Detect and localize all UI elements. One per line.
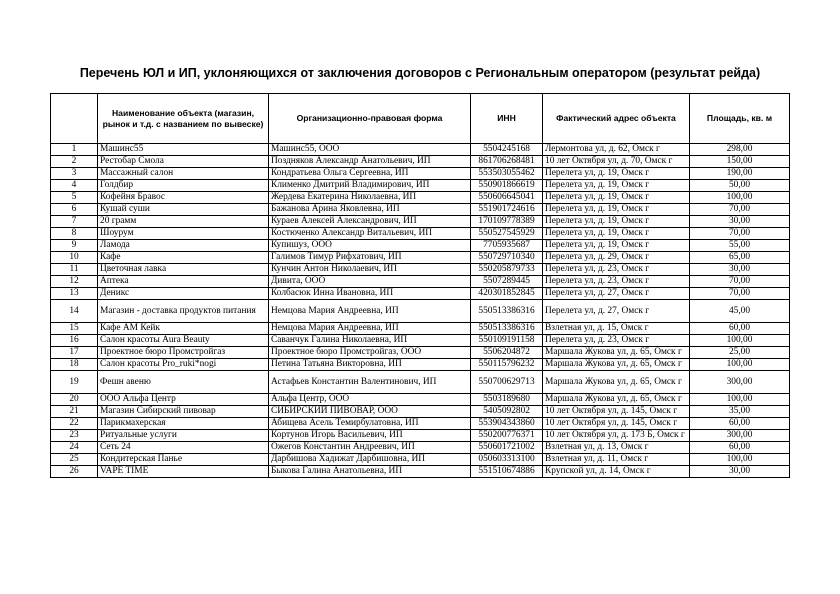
table-row [51,288,790,300]
cell-org: Астафьев Константин Валентинович, ИП [269,371,471,394]
cell-org: Абищева Асель Темирбулатовна, ИП [269,418,471,430]
cell-num: 6 [51,204,98,216]
cell-name: Цветочная лавка [98,264,269,276]
cell-name: Кондитерская Панье [98,454,269,466]
cell-inn: 170109778389 [471,216,543,228]
cell-address: Перелета ул, д. 29, Омск г [543,252,690,264]
header-area: Площадь, кв. м [690,94,790,144]
cell-address: Маршала Жукова ул, д. 65, Омск г [543,347,690,359]
cell-num: 17 [51,347,98,359]
table-row [51,335,790,347]
table-row [51,252,790,264]
cell-num: 4 [51,180,98,192]
table-row [51,156,790,168]
cell-area: 70,00 [690,204,790,216]
cell-address: Перелета ул, д. 27, Омск г [543,288,690,300]
cell-inn: 551510674886 [471,466,543,478]
cell-org: Галимов Тимур Рифхатович, ИП [269,252,471,264]
cell-area: 100,00 [690,192,790,204]
cell-org: Проектное бюро Промстройгаз, ООО [269,347,471,359]
cell-name: 20 грамм [98,216,269,228]
header-inn: ИНН [471,94,543,144]
cell-inn: 553904343860 [471,418,543,430]
cell-name: Ламода [98,240,269,252]
cell-address: Маршала Жукова ул, д. 65, Омск г [543,371,690,394]
cell-org: Ожегов Константин Андреевич, ИП [269,442,471,454]
cell-inn: 5506204872 [471,347,543,359]
cell-area: 30,00 [690,264,790,276]
table-row [51,144,790,156]
cell-inn: 420301852845 [471,288,543,300]
cell-area: 30,00 [690,466,790,478]
table-row [51,406,790,418]
cell-num: 14 [51,300,98,323]
cell-address: Маршала Жукова ул, д. 65, Омск г [543,359,690,371]
table-row [51,192,790,204]
cell-num: 3 [51,168,98,180]
cell-address: Перелета ул, д. 19, Омск г [543,192,690,204]
table-row [51,359,790,371]
cell-inn: 5504245168 [471,144,543,156]
cell-address: 10 лет Октября ул, д. 173 Б, Омск г [543,430,690,442]
cell-inn: 550700629713 [471,371,543,394]
cell-inn: 5405092802 [471,406,543,418]
cell-name: Кушай суши [98,204,269,216]
cell-org: Колбасюк Инна Ивановна, ИП [269,288,471,300]
cell-address: 10 лет Октября ул, д. 145, Омск г [543,406,690,418]
cell-name: Магазин Сибирский пивовар [98,406,269,418]
cell-org: Быкова Галина Анатольевна, ИП [269,466,471,478]
cell-name: Кофейня Бравос [98,192,269,204]
cell-org: Саванчук Галина Николаевна, ИП [269,335,471,347]
cell-address: Перелета ул, д. 19, Омск г [543,180,690,192]
cell-num: 19 [51,371,98,394]
cell-org: Немцова Мария Андреевна, ИП [269,323,471,335]
table-body [51,144,790,478]
cell-name: Кафе АМ Кейк [98,323,269,335]
cell-address: Перелета ул, д. 23, Омск г [543,276,690,288]
cell-inn: 550606645041 [471,192,543,204]
cell-address: Взлетная ул, д. 11, Омск г [543,454,690,466]
cell-area: 60,00 [690,418,790,430]
cell-num: 25 [51,454,98,466]
cell-area: 70,00 [690,288,790,300]
cell-area: 298,00 [690,144,790,156]
cell-num: 22 [51,418,98,430]
entities-table [50,93,790,478]
cell-inn: 550109191158 [471,335,543,347]
cell-num: 20 [51,394,98,406]
table-row [51,204,790,216]
table-row [51,418,790,430]
cell-num: 2 [51,156,98,168]
cell-org: Кортунов Игорь Васильевич, ИП [269,430,471,442]
cell-num: 23 [51,430,98,442]
table-row [51,347,790,359]
cell-area: 55,00 [690,240,790,252]
table-row [51,323,790,335]
cell-area: 100,00 [690,335,790,347]
cell-name: Машинс55 [98,144,269,156]
cell-area: 190,00 [690,168,790,180]
cell-address: Крупской ул, д. 14, Омск г [543,466,690,478]
cell-inn: 550513386316 [471,300,543,323]
cell-address: Перелета ул, д. 23, Омск г [543,335,690,347]
cell-address: Перелета ул, д. 23, Омск г [543,264,690,276]
cell-org: Клименко Дмитрий Владимирович, ИП [269,180,471,192]
cell-area: 35,00 [690,406,790,418]
cell-area: 70,00 [690,228,790,240]
cell-area: 100,00 [690,394,790,406]
cell-org: Альфа Центр, ООО [269,394,471,406]
cell-area: 60,00 [690,323,790,335]
cell-org: Кунчин Антон Николаевич, ИП [269,264,471,276]
cell-area: 45,00 [690,300,790,323]
cell-num: 11 [51,264,98,276]
cell-area: 60,00 [690,442,790,454]
table-row [51,168,790,180]
cell-num: 21 [51,406,98,418]
cell-org: Петина Татьяна Викторовна, ИП [269,359,471,371]
cell-inn: 550729710340 [471,252,543,264]
cell-address: Взлетная ул, д. 13, Омск г [543,442,690,454]
table-row [51,276,790,288]
cell-name: Шоурум [98,228,269,240]
cell-inn: 550901866619 [471,180,543,192]
cell-num: 10 [51,252,98,264]
cell-inn: 550205879733 [471,264,543,276]
cell-num: 26 [51,466,98,478]
cell-num: 24 [51,442,98,454]
cell-name: Кафе [98,252,269,264]
cell-name: Ритуальные услуги [98,430,269,442]
table-row [51,300,790,323]
cell-org: Жердева Екатерина Николаевна, ИП [269,192,471,204]
cell-area: 70,00 [690,276,790,288]
cell-name: VAPE TIME [98,466,269,478]
table-row [51,228,790,240]
cell-org: Дарбишова Хадижат Дарбишовна, ИП [269,454,471,466]
cell-org: Поздняков Александр Анатольевич, ИП [269,156,471,168]
cell-name: Фешн авеню [98,371,269,394]
cell-org: Бажанова Арина Яковлевна, ИП [269,204,471,216]
cell-address: Маршала Жукова ул, д. 65, Омск г [543,394,690,406]
table-row [51,442,790,454]
cell-inn: 550513386316 [471,323,543,335]
cell-name: ООО Альфа Центр [98,394,269,406]
document-title: Перечень ЮЛ и ИП, уклоняющихся от заключения договоров с Региональным оператором (результат рейда) [79,66,761,80]
cell-address: Перелета ул, д. 19, Омск г [543,168,690,180]
header-num [51,94,98,144]
cell-num: 9 [51,240,98,252]
cell-org: Машинс55, ООО [269,144,471,156]
table-row [51,240,790,252]
cell-inn: 7705935687 [471,240,543,252]
cell-name: Парикмахерская [98,418,269,430]
cell-area: 65,00 [690,252,790,264]
cell-org: Дивита, ООО [269,276,471,288]
header-address: Фактический адрес объекта [543,94,690,144]
cell-inn: 550115796232 [471,359,543,371]
cell-address: 10 лет Октября ул, д. 145, Омск г [543,418,690,430]
cell-inn: 050603313100 [471,454,543,466]
header-org: Организационно-правовая форма [269,94,471,144]
cell-area: 100,00 [690,454,790,466]
cell-name: Аптека [98,276,269,288]
cell-num: 13 [51,288,98,300]
cell-address: Перелета ул, д. 19, Омск г [543,240,690,252]
cell-area: 50,00 [690,180,790,192]
cell-inn: 550200776371 [471,430,543,442]
cell-name: Магазин - доставка продуктов питания [98,300,269,323]
cell-num: 7 [51,216,98,228]
cell-area: 300,00 [690,371,790,394]
table-row [51,454,790,466]
cell-org: Костюченко Александр Витальевич, ИП [269,228,471,240]
cell-num: 5 [51,192,98,204]
header-name: Наименование объекта (магазин, рынок и т.д. с названием по вывеске) [98,94,269,144]
cell-num: 15 [51,323,98,335]
cell-address: Лермонтова ул, д. 62, Омск г [543,144,690,156]
cell-num: 8 [51,228,98,240]
cell-num: 1 [51,144,98,156]
cell-name: Салон красоты Pro_ruki*nogi [98,359,269,371]
table-row [51,466,790,478]
table-row [51,371,790,394]
cell-name: Деникс [98,288,269,300]
cell-address: Перелета ул, д. 19, Омск г [543,228,690,240]
cell-area: 300,00 [690,430,790,442]
cell-name: Салон красоты Aura Beauty [98,335,269,347]
cell-inn: 861706268481 [471,156,543,168]
cell-org: Кураев Алексей Александрович, ИП [269,216,471,228]
cell-num: 16 [51,335,98,347]
cell-address: Перелета ул, д. 19, Омск г [543,204,690,216]
cell-inn: 5507289445 [471,276,543,288]
cell-inn: 553503055462 [471,168,543,180]
cell-inn: 5503189680 [471,394,543,406]
cell-inn: 550527545929 [471,228,543,240]
cell-area: 30,00 [690,216,790,228]
cell-org: Купишуз, ООО [269,240,471,252]
cell-name: Сеть 24 [98,442,269,454]
cell-inn: 550601721002 [471,442,543,454]
cell-org: Немцова Мария Андреевна, ИП [269,300,471,323]
cell-org: СИБИРСКИЙ ПИВОВАР, ООО [269,406,471,418]
cell-address: Перелета ул, д. 19, Омск г [543,216,690,228]
cell-area: 150,00 [690,156,790,168]
cell-org: Кондратьева Ольга Сергеевна, ИП [269,168,471,180]
cell-num: 18 [51,359,98,371]
cell-inn: 551901724616 [471,204,543,216]
cell-address: Перелета ул, д. 27, Омск г [543,300,690,323]
table-row [51,394,790,406]
cell-area: 25,00 [690,347,790,359]
table-row [51,180,790,192]
cell-name: Голдбир [98,180,269,192]
cell-name: Проектное бюро Промстройгаз [98,347,269,359]
table-header-row [51,94,790,144]
cell-area: 100,00 [690,359,790,371]
cell-name: Рестобар Смола [98,156,269,168]
table-row [51,430,790,442]
table-row [51,216,790,228]
table-row [51,264,790,276]
cell-address: 10 лет Октября ул, д. 70, Омск г [543,156,690,168]
cell-name: Массажный салон [98,168,269,180]
cell-num: 12 [51,276,98,288]
cell-address: Взлетная ул, д. 15, Омск г [543,323,690,335]
